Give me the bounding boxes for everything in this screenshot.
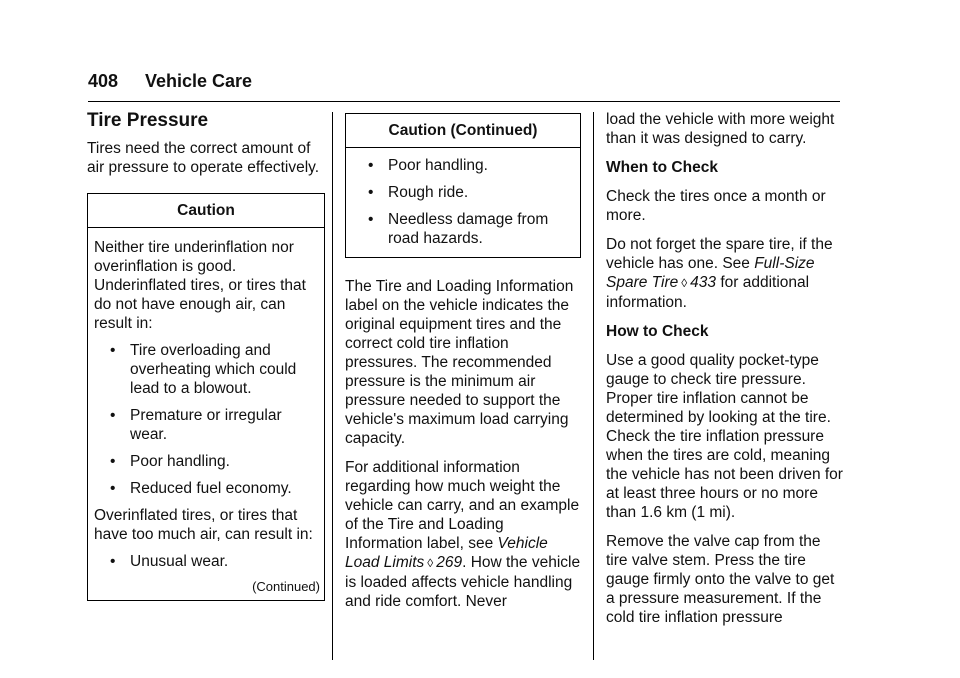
how-paragraph-2: Remove the valve cap from the tire valve stem. Press the tire gauge firmly onto the valve to get a pressure measurement. If the cold tire inflation pressure (606, 533, 835, 626)
column-3 (606, 110, 846, 637)
how-paragraph-1: Use a good quality pocket-type gauge to check tire pressure. Proper tire inflation cannot be determined by looking at the tire. Check the tire inflation pressure when the tires are cold, meaning the vehicle has not been driven for at least three hours or no more than 1.6 km (1 mi). (606, 352, 843, 521)
page-ref-433[interactable]: 433 (690, 274, 717, 291)
caution-continued-box (345, 113, 581, 258)
page-ref-icon: ◊ (681, 276, 688, 290)
caution-paragraph: Overinflated tires, or tires that have too much air, can result in: (94, 507, 313, 543)
caution-continued-body (346, 148, 580, 257)
bullet-icon: • (368, 157, 374, 174)
column-1 (87, 110, 325, 601)
list-item: • Needless damage from road hazards. (368, 211, 549, 247)
list-item: • Poor handling. (368, 157, 488, 174)
caution-continued-heading: Caution (Continued) (346, 114, 580, 148)
bullet-icon: • (110, 342, 116, 359)
list-item: • Reduced fuel economy. (110, 480, 292, 497)
list-item: • Poor handling. (110, 453, 230, 470)
list-item: • Tire overloading and overheating which could lead to a blowout. (110, 342, 297, 397)
bullet-icon: • (110, 480, 116, 497)
bullet-icon: • (110, 407, 116, 424)
caution-paragraph: Neither tire underinflation nor overinflation is good. Underinflated tires, or tires that do not have enough air, can result in: (94, 239, 306, 332)
caution-heading: Caution (88, 194, 324, 228)
how-to-check-heading: How to Check (606, 323, 709, 340)
intro-paragraph: Tires need the correct amount of air pressure to operate effectively. (87, 140, 320, 176)
column-2 (345, 113, 581, 621)
caution-box (87, 193, 325, 601)
list-item: • Unusual wear. (110, 553, 229, 570)
bullet-icon: • (110, 453, 116, 470)
when-paragraph-1: Check the tires once a month or more. (606, 188, 826, 224)
when-to-check-heading: When to Check (606, 159, 718, 176)
page-header (88, 71, 840, 102)
page-number: 408 (88, 71, 119, 91)
when-paragraph-2: Do not forget the spare tire, if the vehicle has one. See Full-Size Spare Tire ◊ 433 for additional information. (606, 236, 833, 311)
vehicle-load-limits-link[interactable]: Vehicle Load Limits (345, 535, 548, 571)
continued-paragraph: load the vehicle with more weight than it was designed to carry. (606, 111, 835, 147)
label-paragraph: The Tire and Loading Information label on the vehicle indicates the original equipment tires and the correct cold tire inflation pressures. The recommended pressure is the minimum air pressure needed to support the vehicle's maximum load carrying capacity. (345, 278, 574, 447)
caution-body (88, 228, 324, 571)
spare-tire-link[interactable]: Full-Size Spare Tire (606, 255, 815, 291)
page-title: Tire Pressure (87, 110, 209, 131)
page-ref-269[interactable]: 269 (436, 554, 463, 571)
load-paragraph: For additional information regarding how much weight the vehicle can carry, and an example of the Tire and Loading Information label, see Vehicle Load Limits ◊ 269. How the vehicle is loaded affects vehicle handling and ride comfort. Never (345, 459, 581, 610)
bullet-icon: • (368, 211, 374, 228)
continued-label: (Continued) (252, 579, 320, 594)
list-item: • Premature or irregular wear. (110, 407, 282, 443)
bullet-icon: • (110, 553, 116, 570)
bullet-icon: • (368, 184, 374, 201)
page-ref-icon: ◊ (427, 556, 434, 570)
column-divider-left (332, 112, 333, 660)
list-item: • Rough ride. (368, 184, 469, 201)
section-title: Vehicle Care (145, 71, 253, 91)
column-divider-right (593, 112, 594, 660)
